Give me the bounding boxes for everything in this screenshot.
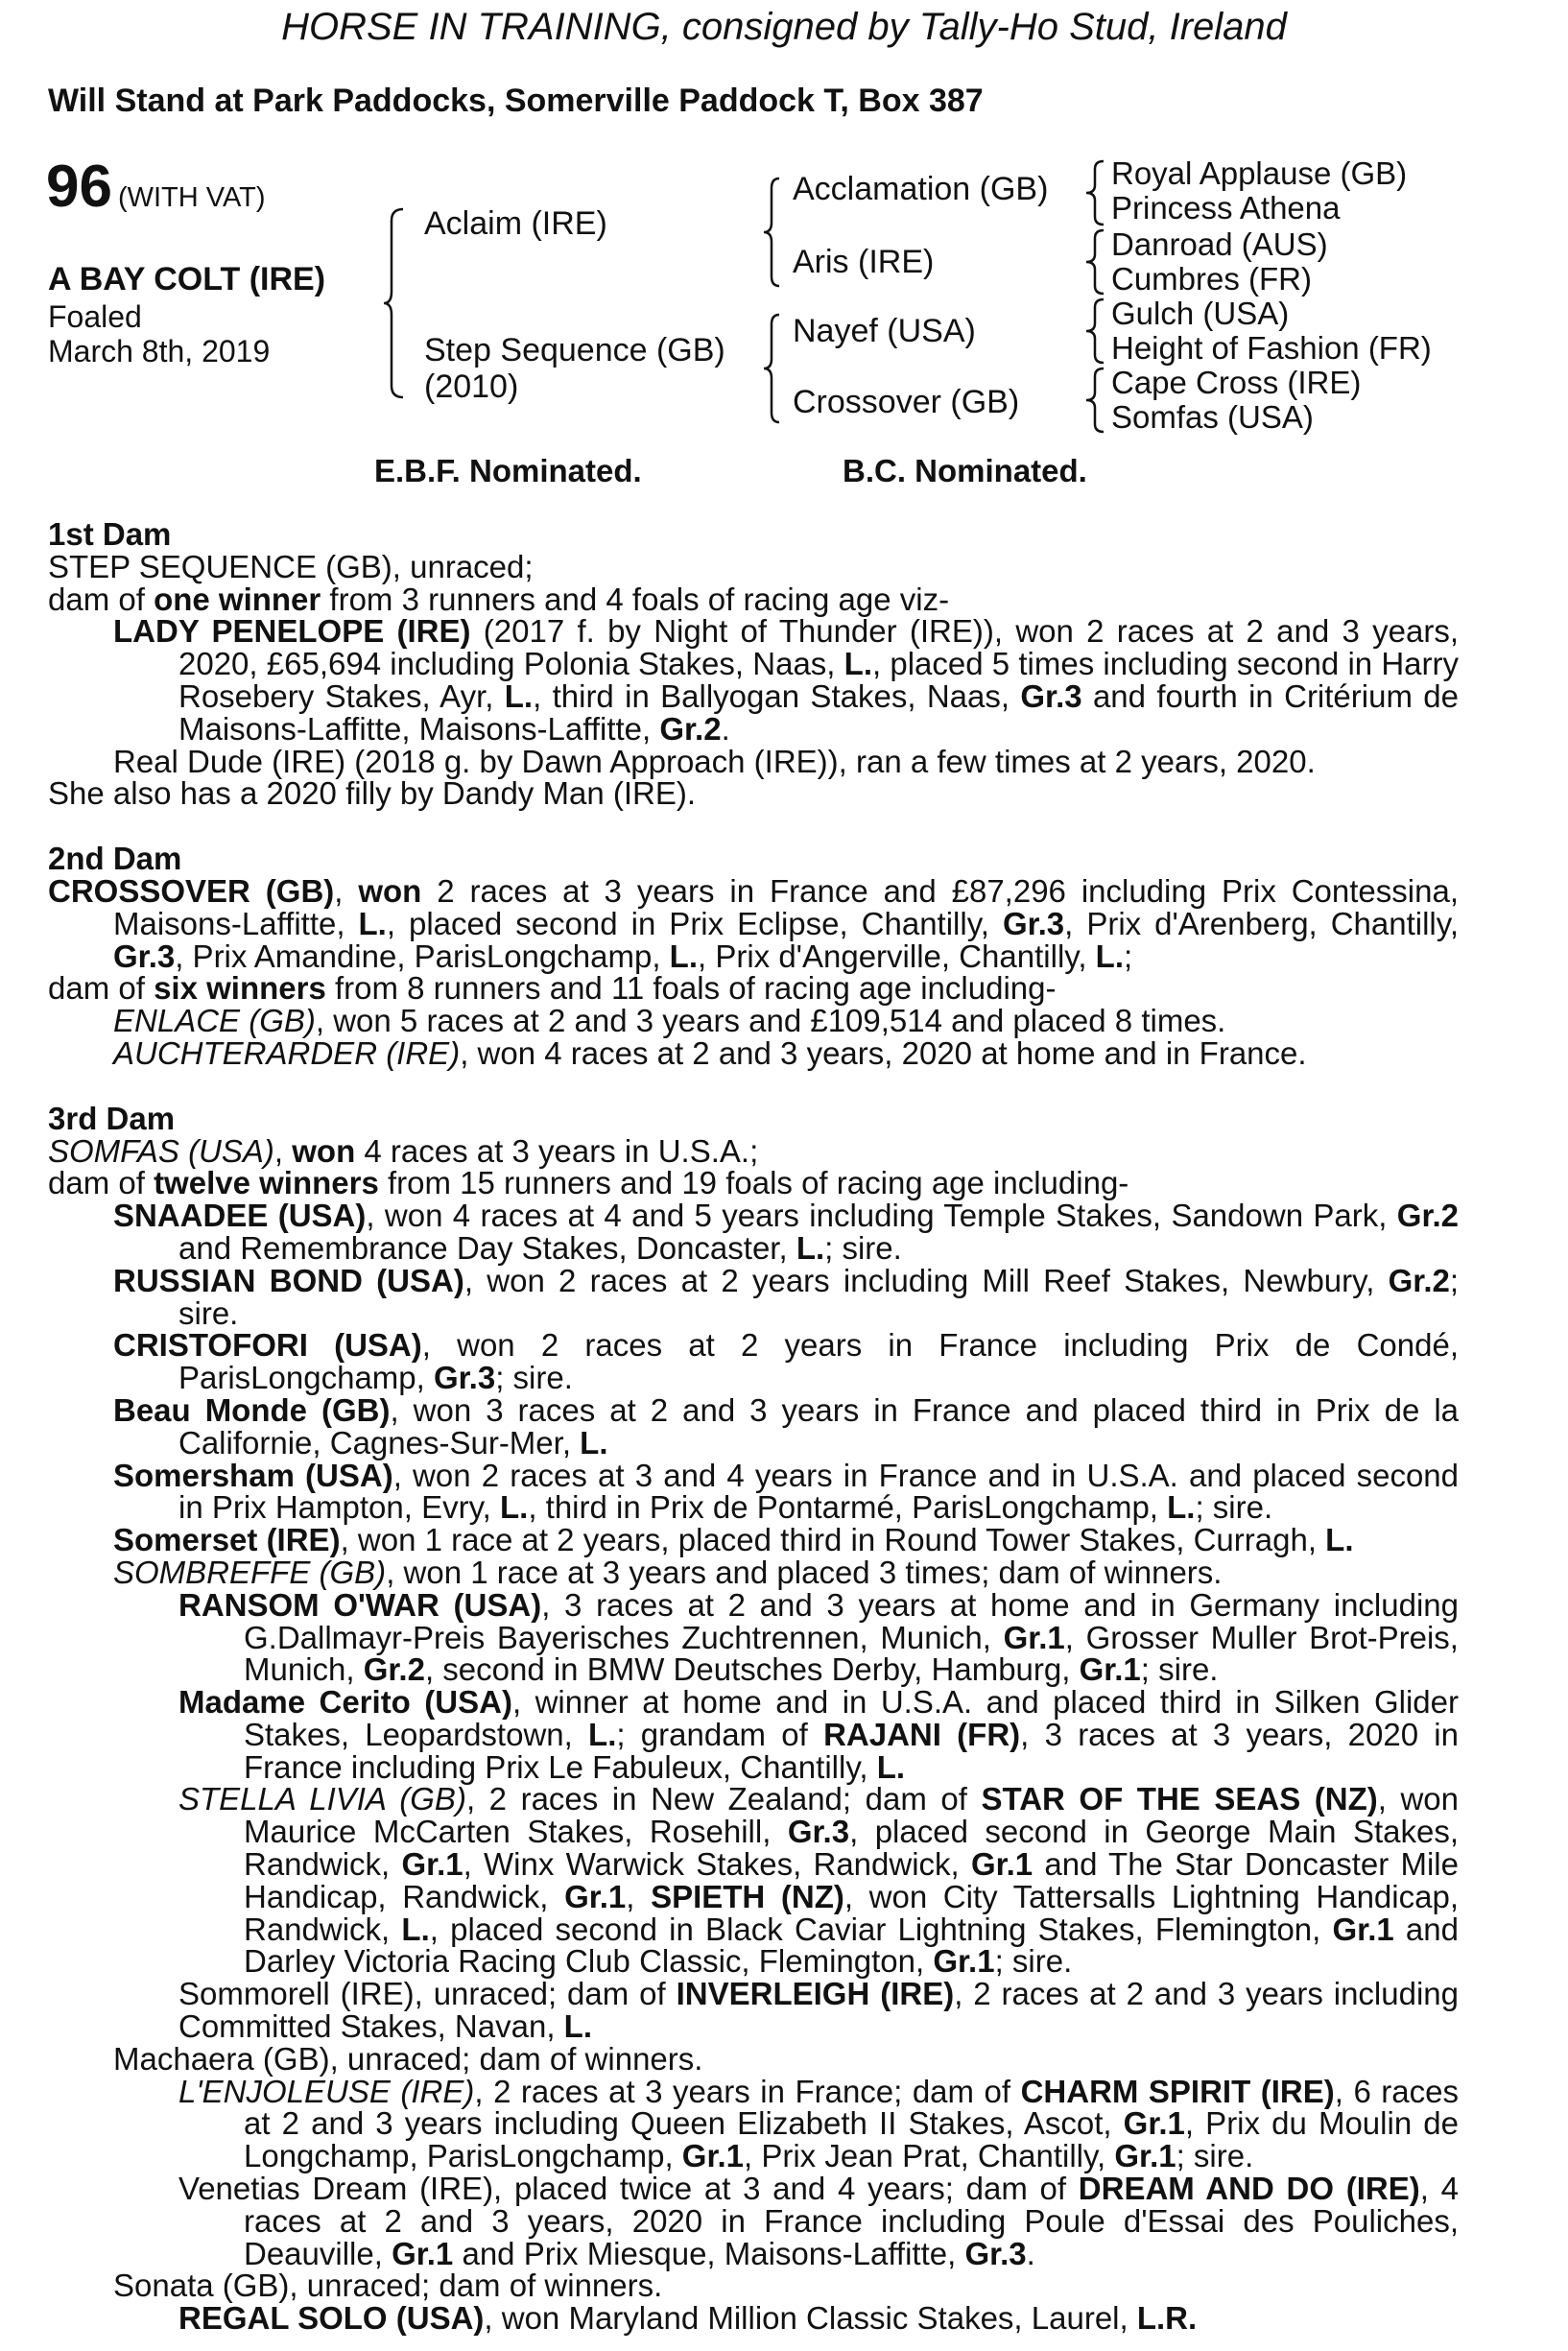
- machaera-entry: Machaera (GB), unraced; dam of winners.: [113, 2040, 703, 2077]
- enlace-entry: ENLACE (GB), won 5 races at 2 and 3 years and £109,514 and placed 8 times.: [113, 1003, 1226, 1039]
- second-dam-heading: 2nd Dam: [48, 841, 182, 877]
- dam-bracket: [764, 313, 783, 424]
- ggp-6: Height of Fashion (FR): [1111, 330, 1432, 366]
- beau-monde-entry: Beau Monde (GB), won 3 races at 2 and 3 years in France and placed third in Prix de la Californie, Cagnes-Sur-Mer, L.: [113, 1391, 1460, 1460]
- bc-nomination: B.C. Nominated.: [843, 453, 1087, 488]
- first-dam-produce: dam of one winner from 3 runners and 4 foals of racing age viz-: [48, 581, 950, 617]
- dam-sire: Nayef (USA): [793, 313, 976, 349]
- gp-brace-2: [1086, 228, 1107, 296]
- snaadee-entry: SNAADEE (USA), won 4 races at 4 and 5 years including Temple Stakes, Sandown Park, Gr.2 and Remembrance Day Stakes, Doncaster, L.; sire.: [113, 1198, 1459, 1266]
- ebf-nomination: E.B.F. Nominated.: [374, 453, 642, 488]
- gp-brace-3: [1086, 297, 1107, 365]
- foaled-label: Foaled: [48, 299, 142, 334]
- dam-name: Step Sequence (GB): [424, 332, 725, 368]
- first-dam-heading: 1st Dam: [48, 516, 172, 552]
- sonata-entry: Sonata (GB), unraced; dam of winners.: [113, 2268, 663, 2304]
- gp-brace-4: [1086, 367, 1107, 434]
- sire-dam: Aris (IRE): [793, 244, 935, 280]
- first-dam-also: She also has a 2020 filly by Dandy Man (IRE).: [48, 775, 697, 812]
- russian-bond-entry: RUSSIAN BOND (USA), won 2 races at 2 years including Mill Reef Stakes, Newbury, Gr.2; sire.: [113, 1262, 1460, 1331]
- page-title: HORSE IN TRAINING, consigned by Tally-Ho Stud, Ireland: [281, 6, 1287, 48]
- sombreffe-entry: SOMBREFFE (GB), won 1 race at 3 years and placed 3 times; dam of winners.: [113, 1554, 1223, 1590]
- ggp-2: Princess Athena: [1111, 190, 1341, 226]
- regal-solo-entry: REGAL SOLO (USA), won Maryland Million Classic Stakes, Laurel, L.R.: [178, 2300, 1198, 2337]
- cristofori-entry: CRISTOFORI (USA), won 2 races at 2 years in France including Prix de Condé, ParisLongchamp, Gr.3; sire.: [113, 1327, 1459, 1396]
- crossover-entry: CROSSOVER (GB), won 2 races at 3 years in France and £87,296 including Prix Contessina, Maisons-Laffitte, L., placed second in Prix Eclipse, Chantilly, Gr.3, Prix d'Arenberg, Chantilly, Gr.3, Prix Amandine, ParisLongchamp, L., Prix d'Angerville, Chantilly, L.;: [48, 872, 1459, 974]
- lot-number-value: 96: [46, 154, 112, 220]
- ggp-1: Royal Applause (GB): [1111, 155, 1408, 191]
- first-dam-line: STEP SEQUENCE (GB), unraced;: [48, 548, 534, 584]
- sire-name: Aclaim (IRE): [424, 205, 607, 242]
- lenjoleuse-entry: L'ENJOLEUSE (IRE), 2 races at 3 years in France; dam of CHARM SPIRIT (IRE), 6 races at 2 and 3 years including Queen Elizabeth II Stakes, Ascot, Gr.1, Prix du Moulin de Longchamp, ParisLongchamp, Gr.1, Prix Jean Prat, Chantilly, Gr.1; sire.: [178, 2073, 1460, 2174]
- stand-location: Will Stand at Park Paddocks, Somerville Paddock T, Box 387: [48, 83, 984, 119]
- stella-livia-entry: STELLA LIVIA (GB), 2 races in New Zealand; dam of STAR OF THE SEAS (NZ), won Maurice McCarten Stakes, Rosehill, Gr.3, placed second in George Main Stakes, Randwick, Gr.1, Winx Warwick Stakes, Randwick, Gr.1 and The Star Doncaster Mile Handicap, Randwick, Gr.1, SPIETH (NZ), won City Tattersalls Lightning Handicap, Randwick, L., placed second in Black Caviar Lightning Stakes, Flemington, Gr.1 and Darley Victoria Racing Club Classic, Flemington, Gr.1; sire.: [178, 1781, 1460, 1980]
- second-dam-produce: dam of six winners from 8 runners and 11 foals of racing age including-: [48, 970, 1057, 1007]
- sommorell-entry: Sommorell (IRE), unraced; dam of INVERLEIGH (IRE), 2 races at 2 and 3 years including Committed Stakes, Navan, L.: [178, 1976, 1460, 2045]
- catalogue-body: [48, 518, 1459, 2335]
- dam-dam: Crossover (GB): [793, 384, 1020, 420]
- auchterarder-entry: AUCHTERARDER (IRE), won 4 races at 2 and 3 years, 2020 at home and in France.: [113, 1034, 1307, 1071]
- sire-bracket: [764, 177, 783, 288]
- pedigree-bracket: [384, 207, 407, 399]
- somersham-entry: Somersham (USA), won 2 races at 3 and 4 years in France and in U.S.A. and placed second in Prix Hampton, Evry, L., third in Prix de Pontarmé, ParisLongchamp, L.; sire.: [113, 1457, 1460, 1526]
- foaled-date: March 8th, 2019: [48, 334, 271, 368]
- lot-number: [46, 154, 266, 236]
- somerset-entry: Somerset (IRE), won 1 race at 2 years, placed third in Round Tower Stakes, Curragh, L.: [113, 1522, 1354, 1558]
- ggp-4: Cumbres (FR): [1111, 261, 1313, 297]
- ransom-owar-entry: RANSOM O'WAR (USA), 3 races at 2 and 3 years at home and in Germany including G.Dallmayr-Preis Bayerisches Zuchtrennen, Munich, Gr.1, Grosser Muller Brot-Preis, Munich, Gr.2, second in BMW Deutsches Derby, Hamburg, Gr.1; sire.: [178, 1586, 1459, 1688]
- vat-note: (WITH VAT): [117, 182, 266, 213]
- ggp-5: Gulch (USA): [1111, 296, 1290, 331]
- horse-description: A BAY COLT (IRE): [48, 261, 326, 297]
- ggp-8: Somfas (USA): [1111, 399, 1314, 435]
- third-dam-produce: dam of twelve winners from 15 runners and 19 foals of racing age including-: [48, 1165, 1129, 1201]
- real-dude-entry: Real Dude (IRE) (2018 g. by Dawn Approach (IRE)), ran a few times at 2 years, 2020.: [113, 743, 1316, 779]
- madame-cerito-entry: Madame Cerito (USA), winner at home and in U.S.A. and placed third in Silken Glider Stakes, Leopardstown, L.; grandam of RAJANI (FR), 3 races at 3 years, 2020 in France including Prix Le Fabuleux, Chantilly, L.: [178, 1684, 1459, 1785]
- sire-sire: Acclamation (GB): [793, 171, 1049, 207]
- venetias-dream-entry: Venetias Dream (IRE), placed twice at 3 and 4 years; dam of DREAM AND DO (IRE), 4 races at 2 and 3 years, 2020 in France including Poule d'Essai des Pouliches, Deauville, Gr.1 and Prix Miesque, Maisons-Laffitte, Gr.3.: [178, 2171, 1459, 2271]
- somfas-entry: SOMFAS (USA), won 4 races at 3 years in U.S.A.;: [48, 1132, 759, 1169]
- third-dam-heading: 3rd Dam: [48, 1100, 176, 1136]
- dam-year: (2010): [424, 368, 519, 405]
- ggp-7: Cape Cross (IRE): [1111, 365, 1362, 400]
- gp-brace-1: [1086, 159, 1107, 226]
- ggp-3: Danroad (AUS): [1111, 226, 1328, 262]
- lady-penelope-entry: LADY PENELOPE (IRE) (2017 f. by Night of Thunder (IRE)), won 2 races at 2 and 3 years, 2020, £65,694 including Polonia Stakes, Naas, L., placed 5 times including second in Harry Rosebery Stakes, Ayr, L., third in Ballyogan Stakes, Naas, Gr.3 and fourth in Critérium de Maisons-Laffitte, Maisons-Laffitte, Gr.2.: [113, 613, 1460, 747]
